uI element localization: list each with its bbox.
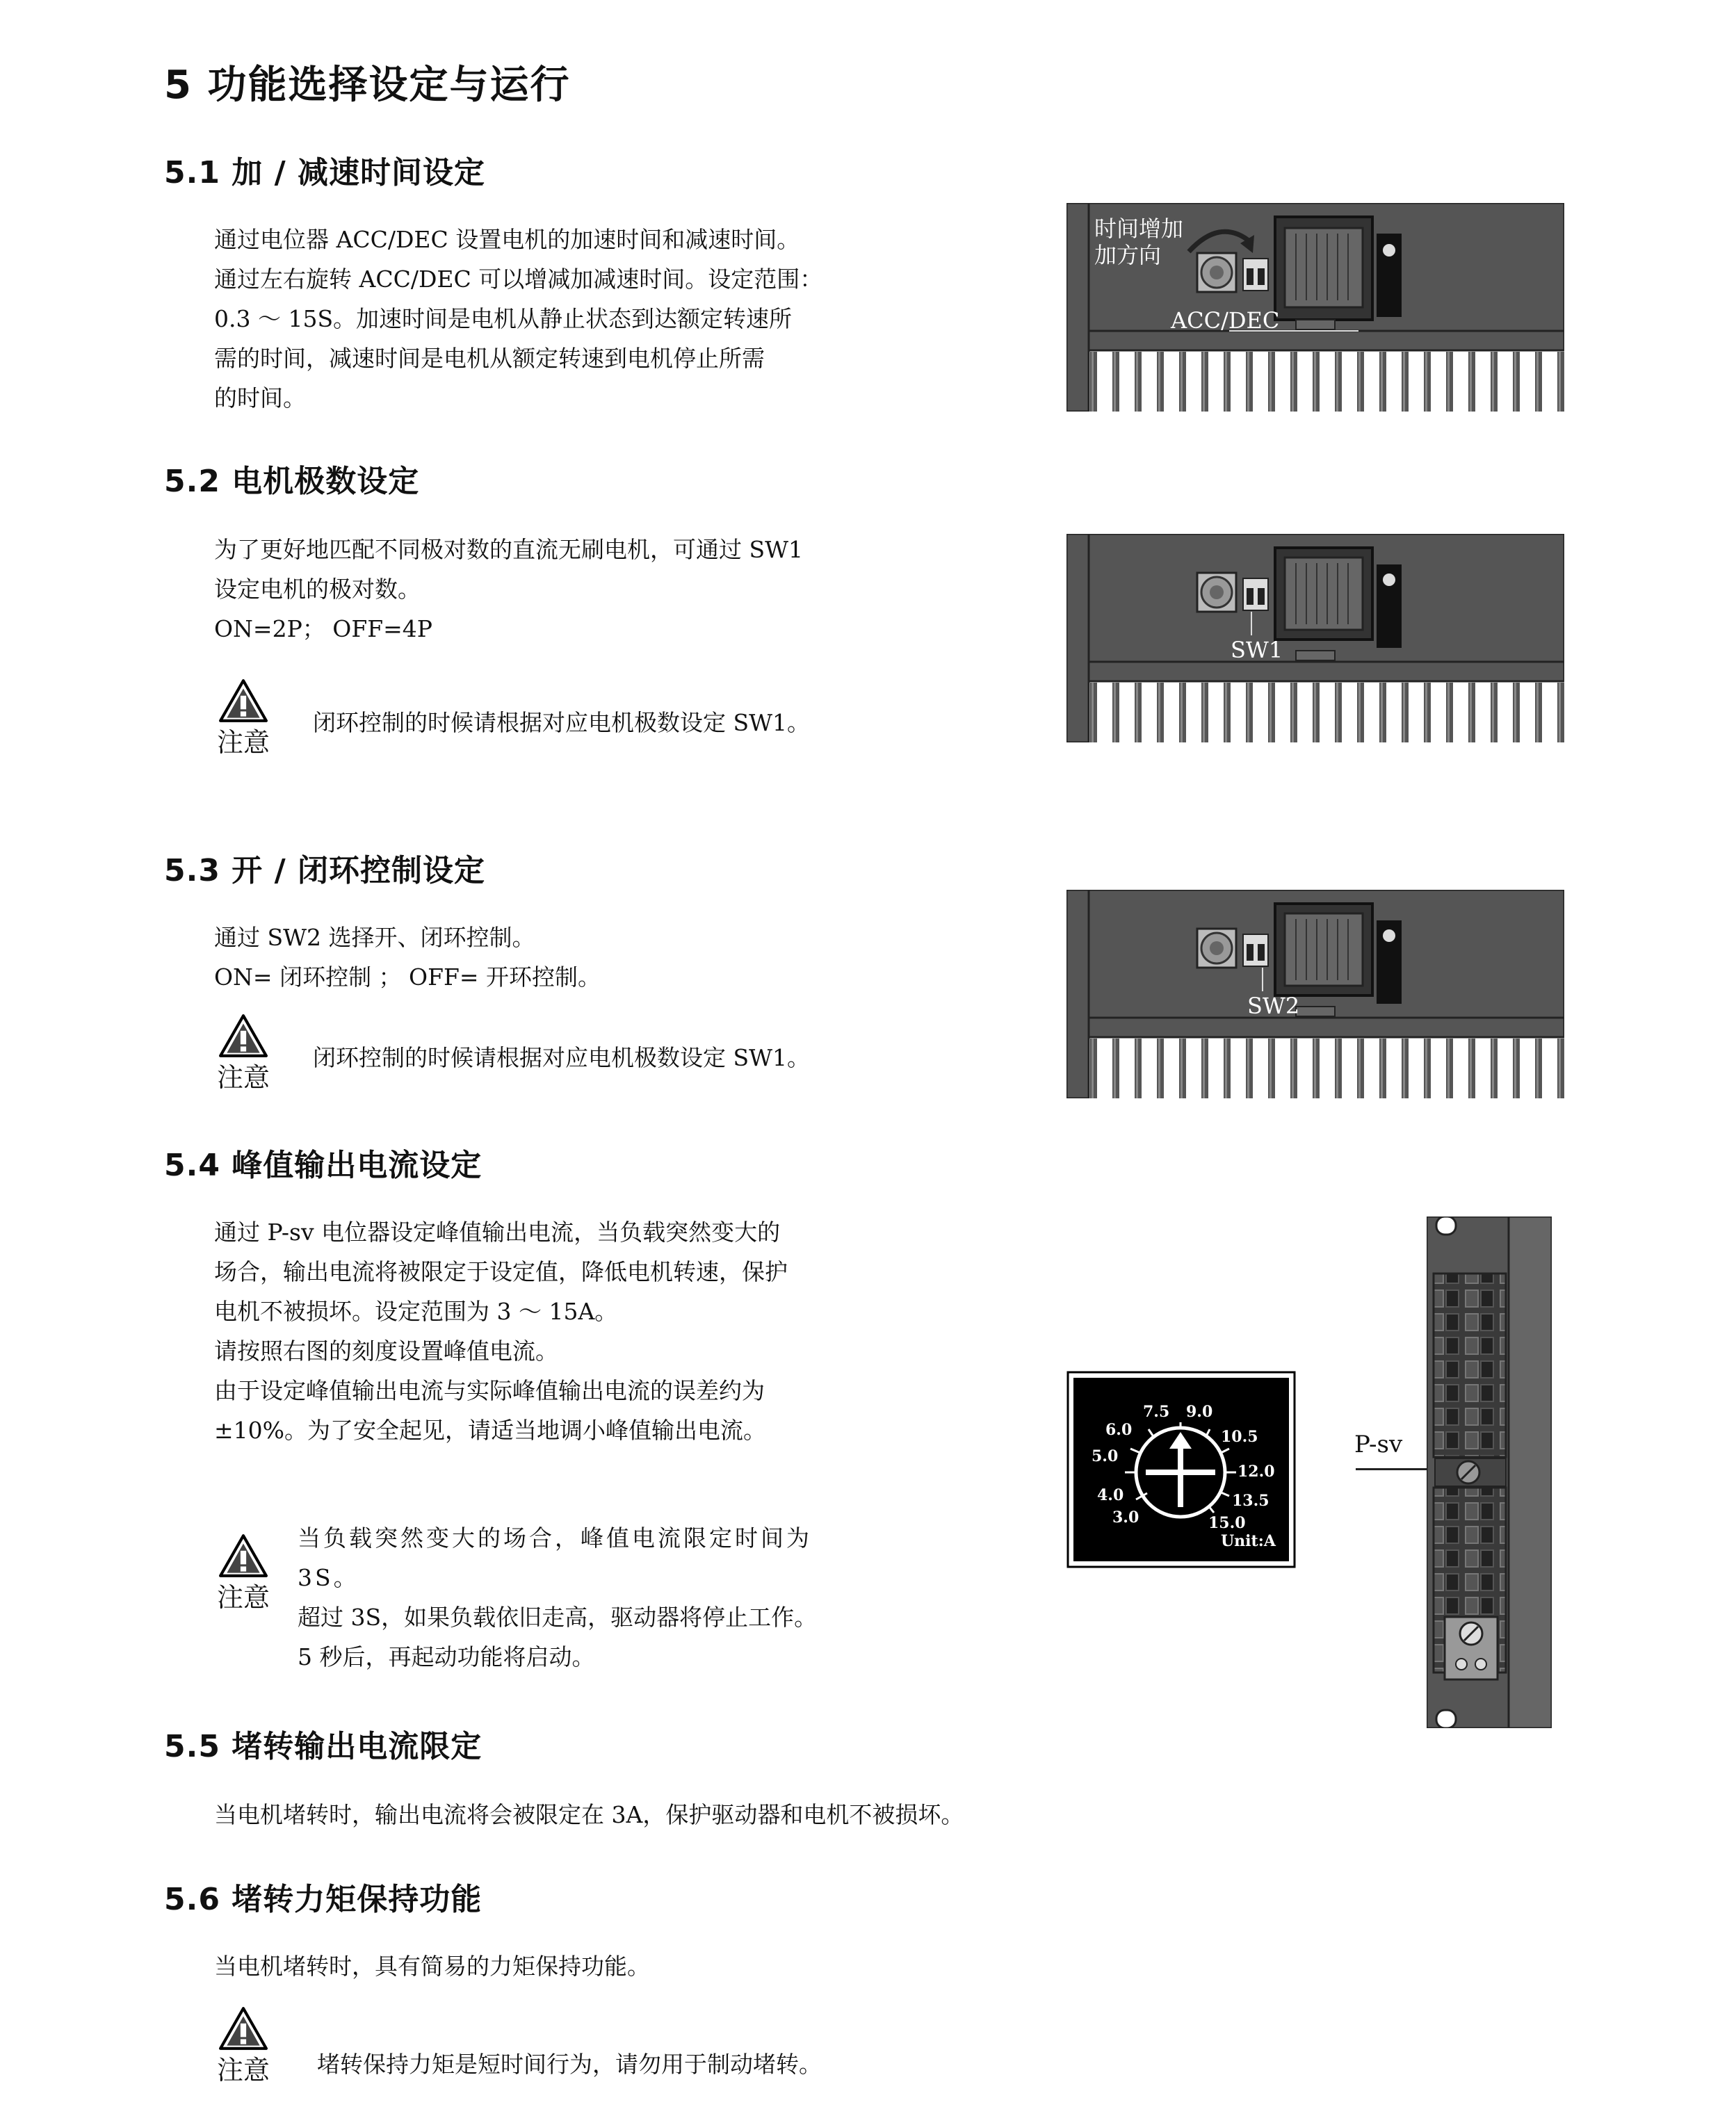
section-body-5-3 [214,918,601,997]
arrow-label-1: 时间增加 [1094,215,1184,242]
dial-tick-label: 4.0 [1097,1486,1124,1504]
warning-triangle-icon [218,1534,268,1578]
text-line: 0.3 ～ 15S。加速时间是电机从静止状态到达额定转速所 [214,305,793,332]
sw1-callout: SW1 [1231,637,1283,663]
text-line: 5 秒后，再起动功能将启动。 [298,1643,595,1670]
section-heading-5-2: 5.2 电机极数设定 [164,464,420,499]
dial-tick-label: 7.5 [1143,1403,1170,1421]
text-line: 通过左右旋转 ACC/DEC 可以增减加减速时间。设定范围： [214,266,823,293]
text-line: 场合，输出电流将被限定于设定值，降低电机转速，保护 [214,1258,788,1285]
section-heading-5-3: 5.3 开 / 闭环控制设定 [164,853,485,888]
warning-triangle-icon [218,2006,268,2051]
dial-tick-label: 6.0 [1105,1421,1133,1439]
text-line: 电机不被损坏。设定范围为 3 ～ 15A。 [214,1298,618,1325]
dial-unit-label: Unit:A [1221,1532,1276,1550]
driver-figure-sw1 [1066,534,1564,742]
dial-tick-label: 9.0 [1186,1403,1213,1421]
caution-label: 注意 [216,1582,270,1613]
text-line: ON=2P； OFF=4P [214,615,432,642]
caution-label: 注意 [216,2055,270,2085]
p-sv-potentiometer [1435,1458,1506,1486]
text-line: 由于设定峰值输出电流与实际峰值输出电流的误差约为 [214,1377,765,1404]
caution-note-5-2 [212,678,275,758]
text-line: 当电机堵转时，具有简易的力矩保持功能。 [214,1953,650,1980]
driver-front-figure [1427,1217,1552,1728]
sw2-dip-switch [1243,934,1268,966]
section-heading-5-4: 5.4 峰值输出电流设定 [164,1148,482,1183]
caution-text-5-2: 闭环控制的时候请根据对应电机极数设定 SW1。 [313,709,811,736]
text-line: ±10%。为了安全起见，请适当地调小峰值输出电流。 [214,1417,766,1444]
text-line: 当负载突然变大的场合，峰值电流限定时间为 [298,1524,812,1552]
text-line: 为了更好地匹配不同极对数的直流无刷电机，可通过 SW1 [214,536,804,563]
section-body-5-6 [214,1946,650,1986]
dial-tick-label: 12.0 [1238,1463,1275,1481]
text-line: 当电机堵转时，输出电流将会被限定在 3A，保护驱动器和电机不被损坏。 [214,1801,964,1828]
caution-text-5-4 [298,1518,812,1597]
caution-text-5-6: 堵转保持力矩是短时间行为，请勿用于制动堵转。 [317,2051,822,2078]
section-heading-5-5: 5.5 堵转输出电流限定 [164,1729,482,1764]
section-heading-5-1: 5.1 加 / 减速时间设定 [164,155,485,190]
dial-tick-label: 5.0 [1092,1447,1119,1465]
caution-label: 注意 [216,1062,270,1093]
text-line: 通过电位器 ACC/DEC 设置电机的加速时间和减速时间。 [214,226,800,253]
dial-tick-label: 15.0 [1208,1514,1246,1532]
arrow-label-2: 加方向 [1094,242,1162,268]
section-body-5-5 [214,1795,964,1835]
warning-triangle-icon [218,678,268,723]
text-line: 通过 P-sv 电位器设定峰值输出电流，当负载突然变大的 [214,1219,781,1246]
caution-note-5-3 [212,1014,275,1093]
text-line: 请按照右图的刻度设置峰值电流。 [214,1337,558,1365]
caution-note-5-6 [212,2006,275,2085]
text-line: 通过 SW2 选择开、闭环控制。 [214,924,535,951]
sw2-callout: SW2 [1247,993,1300,1019]
caution-text-5-3: 闭环控制的时候请根据对应电机极数设定 SW1。 [313,1044,811,1071]
text-line: 设定电机的极对数。 [214,576,421,603]
driver-figure-acc-dec [1066,203,1564,412]
section-heading-5-6: 5.6 堵转力矩保持功能 [164,1882,482,1917]
section-body-5-2 [214,530,803,649]
dial-tick-label: 10.5 [1221,1428,1258,1446]
section-body-5-1 [214,220,822,418]
acc-dec-potentiometer [1197,253,1236,292]
section-body-5-4 [214,1212,788,1450]
acc-dec-callout: ACC/DEC [1171,307,1280,334]
driver-figure-sw2 [1066,890,1564,1098]
dial-tick-label: 13.5 [1232,1492,1269,1510]
text-line: 超过 3S，如果负载依旧走高，驱动器将停止工作。 [298,1604,818,1631]
page-title: 5 功能选择设定与运行 [164,63,571,108]
caution-label: 注意 [216,727,270,758]
warning-triangle-icon [218,1014,268,1058]
text-line: ON= 闭环控制 ； OFF= 开环控制。 [214,963,601,991]
p-sv-dial-scale [1066,1371,1296,1568]
text-line: 的时间。 [214,384,306,412]
text-line: 需的时间，减速时间是电机从额定转速到电机停止所需 [214,345,765,372]
dial-tick-label: 3.0 [1112,1508,1139,1527]
caution-text-5-4b [298,1597,817,1677]
caution-note-5-4 [212,1534,275,1613]
p-sv-callout: P-sv [1354,1431,1403,1458]
text-line: 3S。 [298,1564,359,1591]
sw1-dip-switch [1243,578,1268,610]
